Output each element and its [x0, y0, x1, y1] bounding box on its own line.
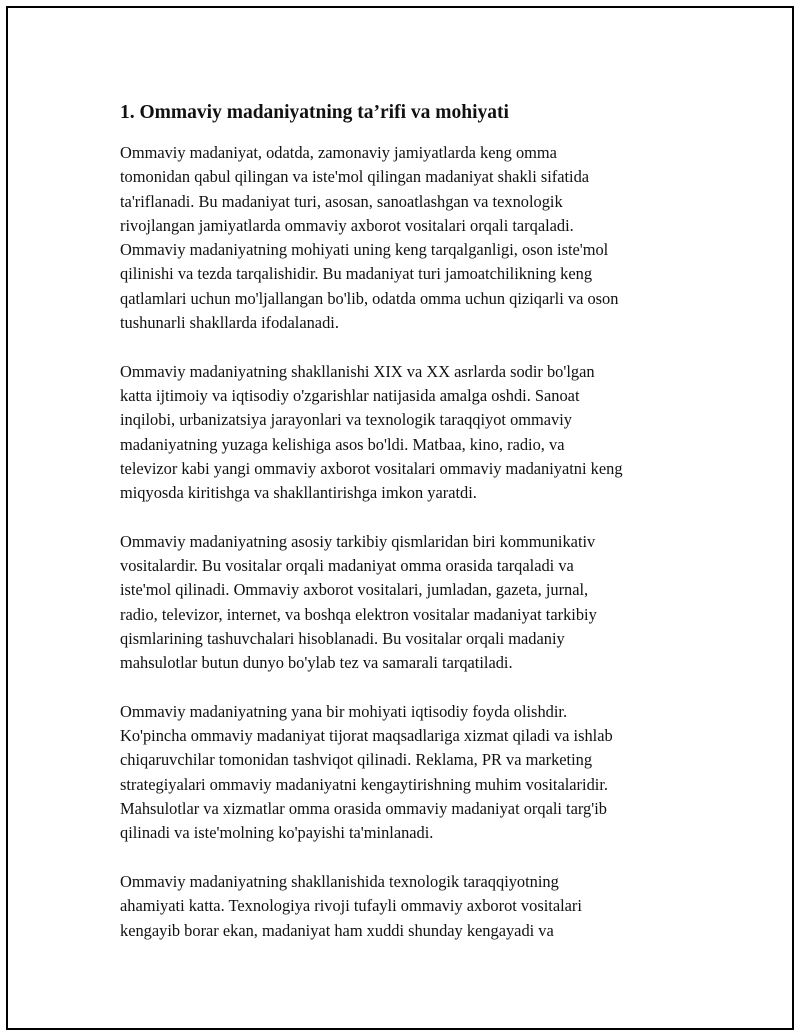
paragraph-3	[120, 530, 695, 676]
text-line: qismlarining tashuvchalari hisoblanadi. Bu vositalar orqali madaniy	[120, 628, 565, 648]
text-line: katta ijtimoiy va iqtisodiy o'zgarishlar natijasida amalga oshdi. Sanoat	[120, 385, 580, 405]
text-line: qilinadi va iste'molning ko'payishi ta'minlanadi.	[120, 823, 434, 843]
text-line: televizor kabi yangi ommaviy axborot vositalari ommaviy madaniyatni keng	[120, 458, 623, 478]
paragraph-1	[120, 141, 695, 335]
text-line: Ommaviy madaniyatning mohiyati uning keng tarqalganligi, oson iste'mol	[120, 240, 609, 260]
text-line: mahsulotlar butun dunyo bo'ylab tez va samarali tarqatiladi.	[120, 653, 513, 673]
text-line: ta'riflanadi. Bu madaniyat turi, asosan, sanoatlashgan va texnologik	[120, 191, 563, 211]
text-line: qilinishi va tezda tarqalishidir. Bu madaniyat turi jamoatchilikning keng	[120, 264, 593, 284]
text-line: tushunarli shakllarda ifodalanadi.	[120, 313, 339, 333]
paragraph-4	[120, 700, 695, 846]
text-line: chiqaruvchilar tomonidan tashviqot qilinadi. Reklama, PR va marketing	[120, 750, 593, 770]
text-line: Ommaviy madaniyatning shakllanishi XIX va XX asrlarda sodir bo'lgan	[120, 361, 595, 381]
paragraph-5	[120, 870, 695, 943]
page-frame	[6, 6, 794, 1030]
paragraph-2	[120, 360, 695, 506]
text-line: kengayib borar ekan, madaniyat ham xuddi shunday kengayadi va	[120, 920, 554, 940]
text-line: Ommaviy madaniyatning shakllanishida texnologik taraqqiyotning	[120, 871, 559, 891]
text-line: Ommaviy madaniyatning yana bir mohiyati iqtisodiy foyda olishdir.	[120, 701, 568, 721]
text-line: Ommaviy madaniyatning asosiy tarkibiy qismlaridan biri kommunikativ	[120, 531, 596, 551]
text-line: Ommaviy madaniyat, odatda, zamonaviy jamiyatlarda keng omma	[120, 143, 557, 162]
text-line: qatlamlari uchun mo'ljallangan bo'lib, odatda omma uchun qiziqarli va oson	[120, 288, 619, 308]
text-line: strategiyalari ommaviy madaniyatni kengaytirishning muhim vositalaridir.	[120, 774, 608, 794]
text-line: ahamiyati katta. Texnologiya rivoji tufayli ommaviy axborot vositalari	[120, 896, 582, 916]
section-heading: 1. Ommaviy madaniyatning ta’rifi va mohiyati	[120, 102, 509, 123]
text-line: Ko'pincha ommaviy madaniyat tijorat maqsadlariga xizmat qiladi va ishlab	[120, 726, 613, 746]
text-line: rivojlangan jamiyatlarda ommaviy axborot vositalari orqali tarqaladi.	[120, 215, 574, 235]
text-line: inqilobi, urbanizatsiya jarayonlari va texnologik taraqqiyot ommaviy	[120, 410, 572, 430]
text-line: miqyosda kiritishga va shakllantirishga imkon yaratdi.	[120, 483, 477, 503]
text-line: madaniyatning yuzaga kelishiga asos bo'ldi. Matbaa, kino, radio, va	[120, 434, 565, 454]
text-line: iste'mol qilinadi. Ommaviy axborot vositalari, jumladan, gazeta, jurnal,	[120, 580, 589, 600]
text-line: vositalardir. Bu vositalar orqali madaniyat omma orasida tarqaladi va	[120, 556, 574, 576]
text-line: tomonidan qabul qilingan va iste'mol qilingan madaniyat shakli sifatida	[120, 167, 590, 187]
text-line: radio, televizor, internet, va boshqa elektron vositalar madaniyat tarkibiy	[120, 604, 597, 624]
document-body	[120, 100, 695, 967]
text-line: Mahsulotlar va xizmatlar omma orasida ommaviy madaniyat orqali targ'ib	[120, 799, 607, 819]
